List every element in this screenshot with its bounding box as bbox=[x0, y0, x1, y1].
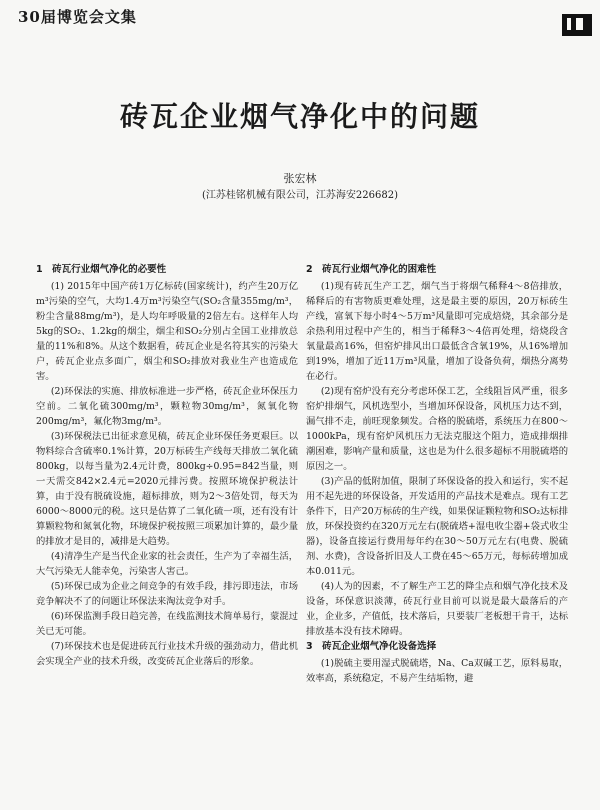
paragraph: (2)现有窑炉没有充分考虑环保工艺，全线阻旨风严重，很多窑炉排烟气，风机选型小，当增加环保设备，风机压力达不到，漏气排不走，前旺现象频发。合格的脱硫塔，系统压力在800～1000kPa，现有窑炉风机压力无法克服这个阻力，造成排烟排潮困难，影响产量和质量，这也是为什么很多超标不用脱硫塔的原因之一。 bbox=[306, 386, 568, 472]
paragraph: (6)环保监测手段日趋完善，在线监测技术简单易行，蒙混过关已无可能。 bbox=[36, 611, 298, 637]
paragraph: (7)环保技术也是促进砖瓦行业技术升级的强劲动力，借此机会实现全产业的技术升级，改变砖瓦企业落后的形象。 bbox=[36, 641, 298, 667]
paragraph: (3)环保税法已出征求意见稿，砖瓦企业环保任务更艰巨。以物料综合含硫率0.1%计算，20万标砖生产线每天排放二氧化硫800kg，以每当量为2.4元计费，800kg÷0.95=842当量，则一天需交842×2.4元=2020元排污费。按照环境保护税法计算，由于没有脱硫设施，超标排放，则为2～3倍处罚，每天为6000～8000元的税。这只是估算了二氧化硫一项，还有没有计算颗粒物和氮氧化物，环境保护税按照三项累加计算的，最少量的排放才是目的，减排是大趋势。 bbox=[36, 431, 298, 547]
left-column bbox=[36, 262, 298, 669]
paragraph: (5)环保已成为企业之间竞争的有效手段，排污即违法，市场竞争解决不了的问题让环保法来淘汰竞争对手。 bbox=[36, 581, 298, 607]
section-heading: 2 砖瓦行业烟气净化的困难性 bbox=[306, 264, 437, 275]
corner-block-icon bbox=[562, 14, 592, 36]
article-author: 张宏林 bbox=[283, 172, 317, 185]
journal-header: 30届博览会文集 bbox=[18, 8, 137, 26]
paragraph: (1) 2015年中国产砖1万亿标砖(国家统计)，约产生20万亿m³污染的空气，大均1.4万m³污染空气(SO₂含量355mg/m³，粉尘含量88mg/m³)，是人均年呼吸量的2倍左右。这样年人均5kg的SO₂、1.2kg的烟尘，烟尘和SO₂分别占全国工业排放总量的11%和8%。从这个数据看，砖瓦企业是名符其实的污染大户，砖瓦企业点多面广，烟尘和SO₂排放对我业生产也造成危害。 bbox=[36, 281, 298, 382]
paragraph: (2)环保法的实施、排放标准进一步严格，砖瓦企业环保压力空前。二氧化硫300mg/m³，颗粒物30mg/m³，氮氧化物200mg/m³，氟化物3mg/m³。 bbox=[36, 386, 298, 427]
right-column bbox=[306, 262, 568, 686]
section-heading: 3 砖瓦企业烟气净化设备选择 bbox=[306, 641, 437, 652]
section-heading: 1 砖瓦行业烟气净化的必要性 bbox=[36, 264, 167, 275]
paragraph: (1)现有砖瓦生产工艺，烟气当于将烟气稀释4～8倍排放，稀释后的有害物质更难处理，这是最主要的原因，20万标砖生产线，富氧下每小时4～5万m³风量即可完成焙烧，其余部分是余热利用过程中产生的，相当于稀释3～4倍再处理，焙烧段含氧量最高16%，但窑炉排风出口最低含含氧19%，从16%增加到19%，增加了近11万m³风量，增加了设备负荷，烟热分离势在必行。 bbox=[306, 281, 568, 382]
paragraph: (4)清净生产是当代企业家的社会责任，生产为了幸福生活，大气污染无人能幸免，污染害人害己。 bbox=[36, 551, 298, 577]
paragraph: (1)脱硫主要用湿式脱硫塔，Na、Ca双碱工艺，原料易取，效率高，系统稳定，不易产生结垢物，避 bbox=[306, 658, 568, 684]
paragraph: (3)产品的低附加值，限制了环保设备的投入和运行，实不起用不起先进的环保设备，开发适用的产品技术是难点。现有工艺条件下，日产20万标砖的生产线，如果保证颗粒物和SO₂达标排放，环保投资约在320万元左右(脱硫塔+湿电收尘器+袋式收尘器)，设备直接运行费用每年约在30～50万元左右(电费、脱硫剂、水费)，含设备折旧及人工费在45～65万元，每标砖增加成本0.011元。 bbox=[306, 476, 568, 577]
paragraph: (4)人为的因素，不了解生产工艺的降尘点和烟气净化技术及设备，环保意识淡薄，砖瓦行业目前可以说是最大最落后的产业，企业多，产值低，技术落后，只要装厂老板想干肯干，达标排放基本没有技术障碍。 bbox=[306, 581, 568, 637]
article-affiliation: (江苏桂铭机械有限公司，江苏海安226682) bbox=[202, 190, 398, 201]
article-title: 砖瓦企业烟气净化中的问题 bbox=[119, 100, 480, 133]
